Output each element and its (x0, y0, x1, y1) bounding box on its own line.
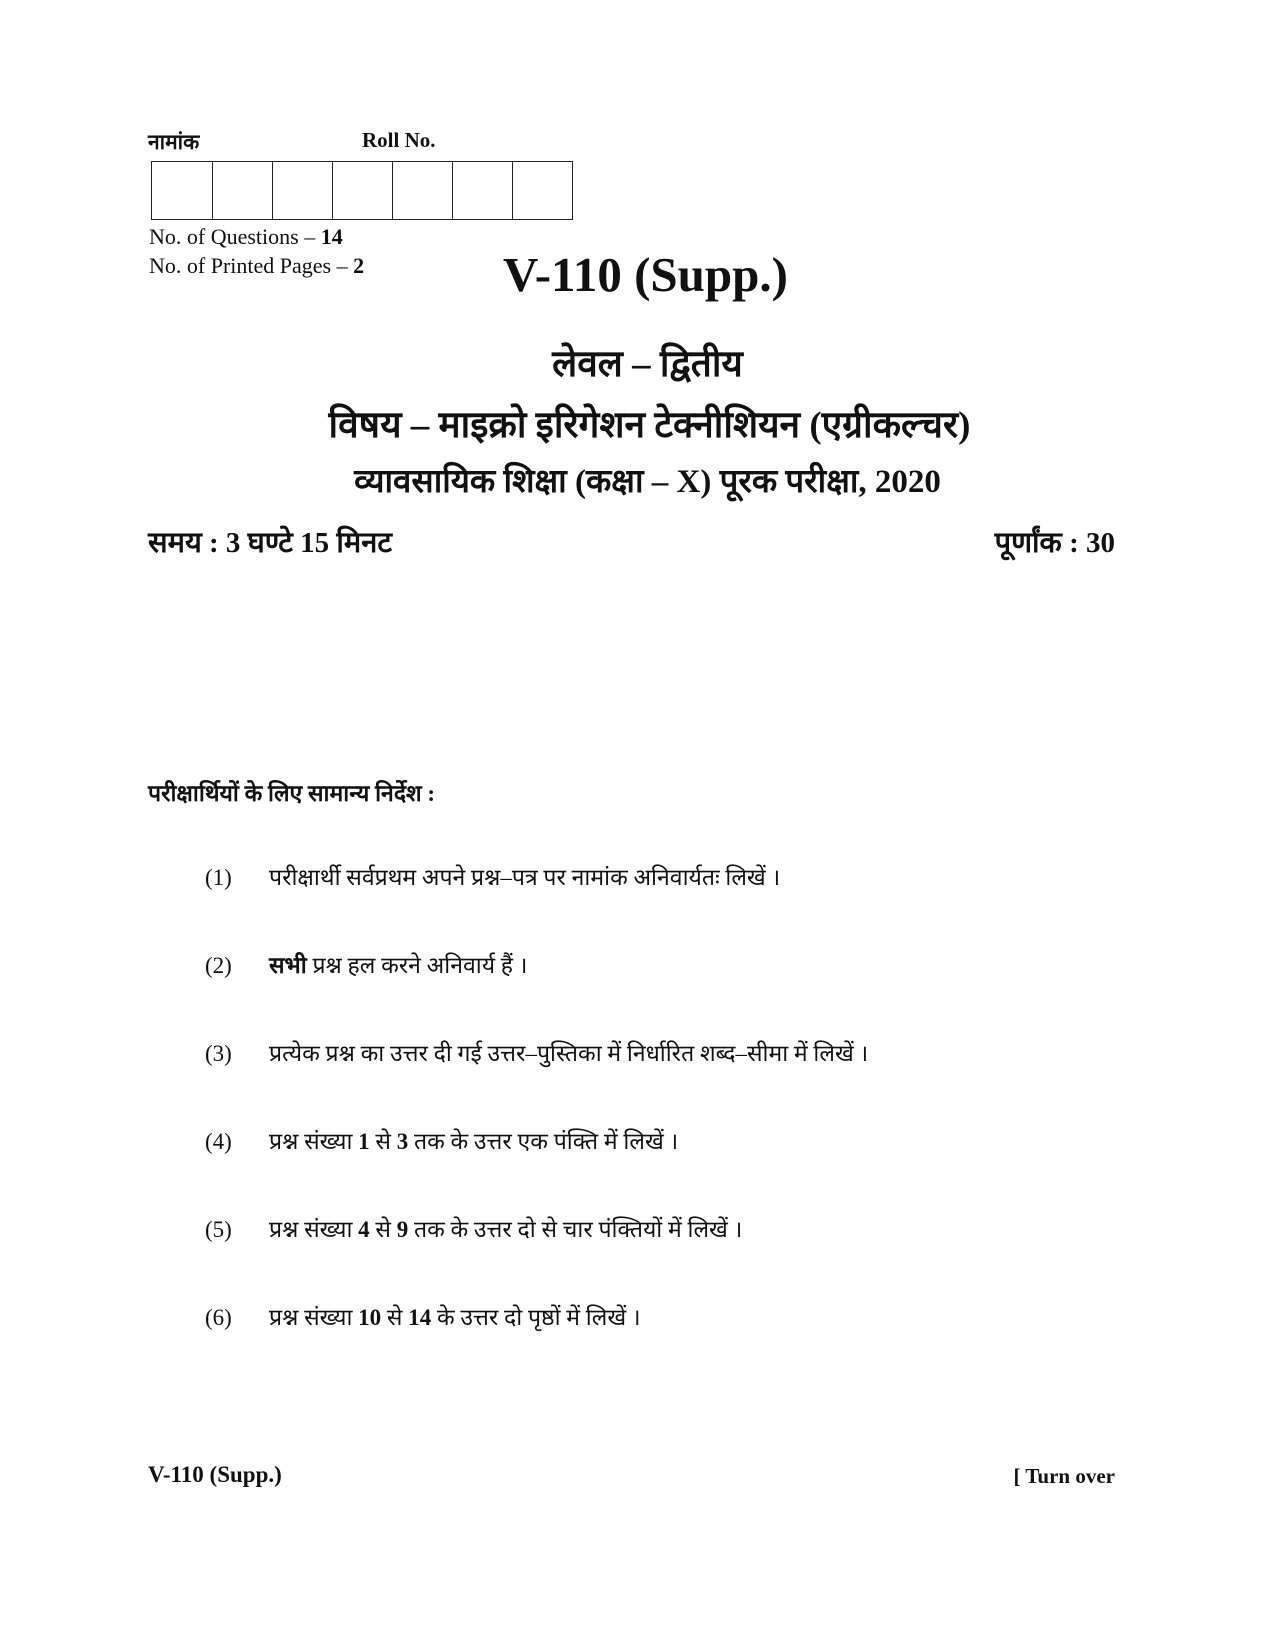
instruction-text-post: के उत्तर दो पृष्ठों में लिखें । (431, 1305, 641, 1330)
instruction-text-rest: प्रश्न हल करने अनिवार्य हैं । (306, 953, 528, 978)
number-of-questions-label: No. of Questions – (149, 224, 321, 249)
instruction-item (205, 860, 868, 948)
maximum-marks: पूर्णांक : 30 (994, 527, 1115, 559)
roll-number-box (273, 161, 333, 220)
instruction-text-mid: से (369, 1129, 397, 1154)
instruction-number: (6) (205, 1305, 232, 1330)
instruction-item (205, 1036, 868, 1124)
instruction-item (205, 948, 868, 1036)
instruction-number: (2) (205, 953, 232, 978)
exam-heading: व्यावसायिक शिक्षा (कक्षा – X) पूरक परीक्षा, 2020 (354, 464, 941, 500)
instructions-heading: परीक्षार्थियों के लिए सामान्य निर्देश : (148, 781, 436, 806)
instruction-text-mid: से (381, 1305, 409, 1330)
instruction-item (205, 1212, 868, 1300)
instruction-text (269, 1300, 641, 1332)
instruction-number: (5) (205, 1217, 232, 1242)
instruction-text: प्रत्येक प्रश्न का उत्तर दी गई उत्तर–पुस्तिका में निर्धारित शब्द–सीमा में लिखें । (269, 1041, 869, 1066)
instruction-text (269, 948, 528, 980)
number-of-questions-value: 14 (320, 224, 343, 249)
subject-heading: विषय – माइक्रो इरिगेशन टेक्नीशियन (एग्रीकल्चर) (328, 405, 971, 446)
instruction-text: परीक्षार्थी सर्वप्रथम अपने प्रश्न–पत्र पर नामांक अनिवार्यतः लिखें । (269, 865, 781, 890)
instruction-emphasis: सभी (269, 953, 307, 978)
instruction-text-pre: प्रश्न संख्या (269, 1129, 359, 1154)
roll-number-label-hindi: नामांक (148, 130, 200, 154)
question-range-end: 3 (396, 1129, 409, 1154)
instruction-text-post: तक के उत्तर दो से चार पंक्तियों में लिखें । (408, 1217, 743, 1242)
question-range-start: 10 (358, 1305, 382, 1330)
roll-number-box (213, 161, 273, 220)
instruction-number: (1) (205, 865, 232, 890)
question-range-start: 1 (358, 1129, 370, 1154)
instruction-text (269, 1124, 678, 1156)
turn-over-note: [ Turn over (1013, 1464, 1115, 1488)
roll-number-box (333, 161, 393, 220)
question-range-end: 14 (408, 1305, 432, 1330)
instructions-list (205, 860, 868, 1388)
number-of-pages-value: 2 (353, 253, 365, 278)
instruction-text-mid: से (369, 1217, 397, 1242)
instruction-number: (3) (205, 1041, 232, 1066)
instruction-text-pre: प्रश्न संख्या (269, 1305, 359, 1330)
time-allowed: समय : 3 घण्टे 15 मिनट (148, 527, 392, 559)
roll-number-box (513, 161, 573, 220)
instruction-item (205, 1124, 868, 1212)
roll-number-label-english: Roll No. (362, 128, 436, 152)
footer-paper-code: V-110 (Supp.) (148, 1462, 282, 1487)
level-heading: लेवल – द्वितीय (552, 344, 743, 385)
roll-number-box (453, 161, 513, 220)
question-range-start: 4 (358, 1217, 370, 1242)
question-range-end: 9 (396, 1217, 409, 1242)
number-of-pages-label: No. of Printed Pages – (149, 253, 354, 278)
roll-number-box (152, 161, 213, 220)
instruction-text (269, 1212, 742, 1244)
paper-code-title: V-110 (Supp.) (502, 247, 788, 302)
roll-number-box (393, 161, 453, 220)
instruction-text-post: तक के उत्तर एक पंक्ति में लिखें । (408, 1129, 679, 1154)
instruction-number: (4) (205, 1129, 232, 1154)
instruction-text-pre: प्रश्न संख्या (269, 1217, 359, 1242)
roll-number-boxes (151, 161, 573, 220)
instruction-item (205, 1300, 868, 1388)
